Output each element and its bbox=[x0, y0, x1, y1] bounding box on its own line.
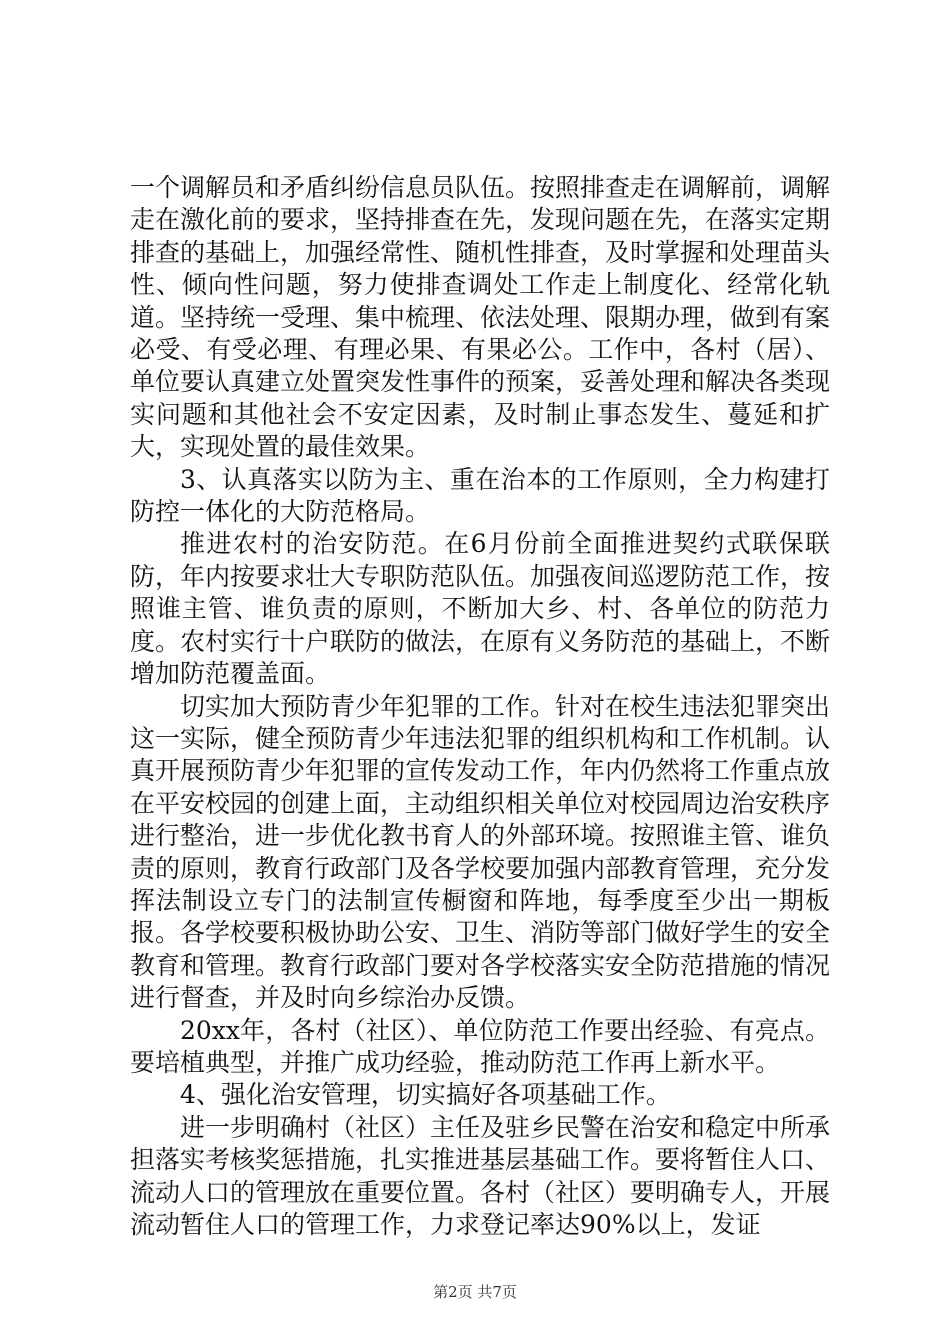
paragraph-1: 一个调解员和矛盾纠纷信息员队伍。按照排查走在调解前，调解走在激化前的要求，坚持排查在先，发现问题在先，在落实定期排查的基础上，加强经常性、随机性排查，及时掌握和处理苗头性、倾向性问题，努力使排查调处工作走上制度化、经常化轨道。坚持统一受理、集中梳理、依法处理、限期办理，做到有案必受、有受必理、有理必果、有果必公。工作中，各村（居）、单位要认真建立处置突发性事件的预案，妥善处理和解决各类现实问题和其他社会不安定因素，及时制止事态发生、蔓延和扩大，实现处置的最佳效果。 bbox=[130, 173, 831, 462]
paragraph-3: 推进农村的治安防范。在6月份前全面推进契约式联保联防，年内按要求壮大专职防范队伍。加强夜间巡逻防范工作，按照谁主管、谁负责的原则，不断加大乡、村、各单位的防范力度。农村实行十户联防的做法，在原有义务防范的基础上，不断增加防范覆盖面。 bbox=[130, 529, 831, 689]
paragraph-4: 切实加大预防青少年犯罪的工作。针对在校生违法犯罪突出这一实际，健全预防青少年违法犯罪的组织机构和工作机制。认真开展预防青少年犯罪的宣传发动工作，年内仍然将工作重点放在平安校园的创建上面，主动组织相关单位对校园周边治安秩序进行整治，进一步优化教书育人的外部环境。按照谁主管、谁负责的原则，教育行政部门及各学校要加强内部教育管理，充分发挥法制设立专门的法制宣传橱窗和阵地，每季度至少出一期板报。各学校要积极协助公安、卫生、消防等部门做好学生的安全教育和管理。教育行政部门要对各学校落实安全防范措施的情况进行督查，并及时向乡综治办反馈。 bbox=[130, 691, 831, 1013]
paragraph-7: 进一步明确村（社区）主任及驻乡民警在治安和稳定中所承担落实考核奖惩措施，扎实推进基层基础工作。要将暂住人口、流动人口的管理放在重要位置。各村（社区）要明确专人，开展流动暂住人口的管理工作，力求登记率达90%以上，发证 bbox=[130, 1112, 831, 1239]
paragraph-2-heading: 3、认真落实以防为主、重在治本的工作原则，全力构建打防控一体化的大防范格局。 bbox=[130, 464, 830, 527]
paragraph-6-heading: 4、强化治安管理，切实搞好各项基础工作。 bbox=[180, 1080, 671, 1110]
paragraph-5: 20xx年，各村（社区）、单位防范工作要出经验、有亮点。要培植典型，并推广成功经验，推动防范工作再上新水平。 bbox=[130, 1015, 830, 1077]
page-number-footer: 第2页 共7页 bbox=[433, 1283, 517, 1301]
document-body bbox=[130, 172, 830, 1241]
